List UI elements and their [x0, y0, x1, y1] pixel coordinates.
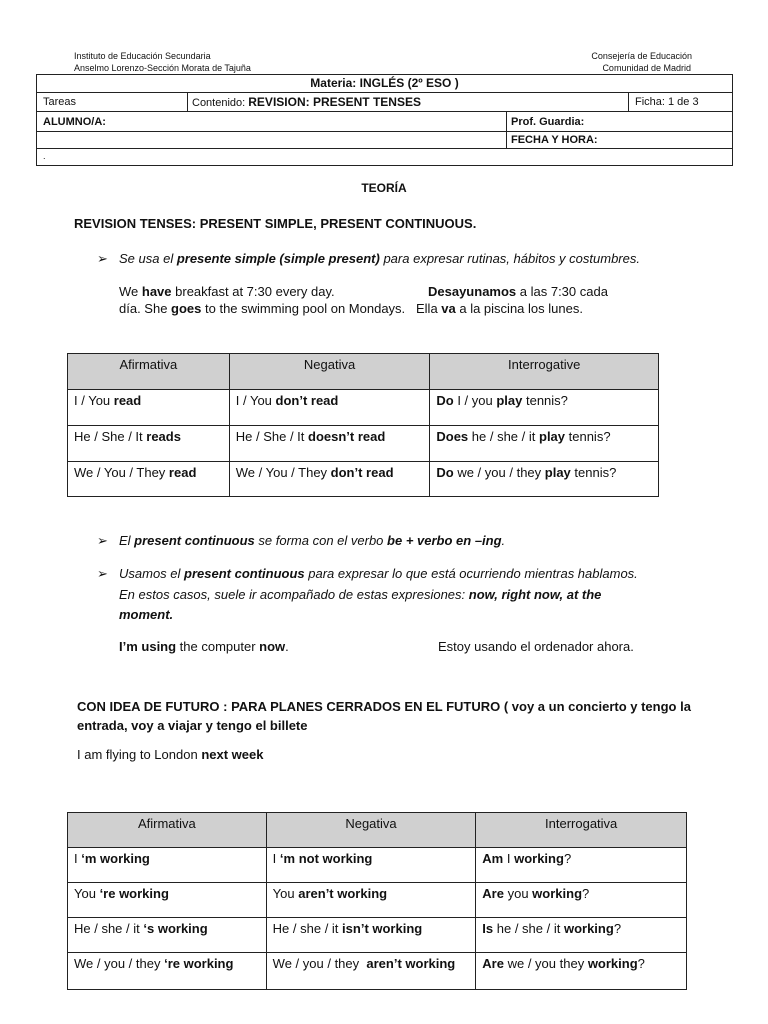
- cell-bold: working: [514, 851, 564, 866]
- arrow-bullet-icon: ➢: [97, 251, 108, 266]
- present-simple-table: [67, 353, 659, 497]
- t2-cell: [476, 918, 687, 953]
- t2-cell: [266, 883, 476, 918]
- student-field-label: ALUMNO/A:: [43, 116, 106, 128]
- section-title-present-tenses: REVISION TENSES: PRESENT SIMPLE, PRESENT CONTINUOUS.: [74, 216, 477, 231]
- cell-bold: ‘m working: [81, 851, 150, 866]
- cell-text: ?: [637, 956, 645, 971]
- t1-cell: [68, 462, 230, 497]
- cell-bold: isn’t working: [342, 921, 423, 936]
- subject-title: Materia: INGLÉS (2º ESO ): [310, 76, 459, 90]
- ex1-l2-e: a la piscina los lunes.: [455, 301, 583, 316]
- cell-text: you: [503, 886, 533, 901]
- t2-cell: [68, 918, 267, 953]
- ex1-text-a: We: [119, 284, 142, 299]
- teacher-field-label: Prof. Guardia:: [511, 116, 585, 128]
- t1-cell: [430, 426, 659, 462]
- present-continuous-usage-l2: [119, 585, 601, 605]
- cell-bold: don’t read: [275, 393, 339, 408]
- t1-cell: [229, 426, 430, 462]
- cell-bold: Is: [482, 921, 494, 936]
- empty-row-dot: .: [43, 151, 46, 161]
- school-line-2: Anselmo Lorenzo-Sección Morata de Tajuña: [74, 63, 251, 73]
- cell-text: I / You: [74, 393, 114, 408]
- worksheet-header-form: [36, 74, 733, 166]
- cell-text: he / she / it: [493, 921, 564, 936]
- bullet1-post: para expresar rutinas, hábitos y costumbres.: [379, 251, 640, 266]
- cell-text: I / you: [453, 393, 497, 408]
- ex1-verb-have: have: [141, 284, 172, 299]
- ex2-im-using: I’m using: [119, 639, 177, 654]
- t2-cell: [266, 953, 476, 990]
- future-ex-next-week: next week: [201, 747, 264, 762]
- t2-cell: [476, 953, 687, 990]
- t1-cell: [229, 390, 430, 426]
- example2-en: [119, 637, 289, 657]
- authority-name: [591, 50, 692, 74]
- b3-bold: present continuous: [184, 566, 305, 581]
- cell-text: I: [74, 851, 82, 866]
- content-cell: [192, 95, 421, 110]
- theory-heading: TEORÍA: [361, 181, 407, 195]
- table-row: [68, 953, 687, 990]
- b2-mid: se forma con el verbo: [254, 533, 388, 548]
- cell-bold: Am: [482, 851, 504, 866]
- cell-text: We / You / They: [74, 465, 169, 480]
- cell-bold: play: [496, 393, 523, 408]
- t2-cell: [476, 883, 687, 918]
- table-row: [68, 848, 687, 883]
- t2-cell: [68, 848, 267, 883]
- t1-cell: [68, 426, 230, 462]
- cell-text: He / She / It: [74, 429, 147, 444]
- ex1-verb-va: va: [441, 301, 456, 316]
- cell-bold: doesn’t read: [308, 429, 386, 444]
- date-time-field-label: FECHA Y HORA:: [511, 134, 598, 146]
- cell-text: tennis?: [570, 465, 617, 480]
- ex2-now: now: [259, 639, 286, 654]
- cell-bold: ‘s working: [143, 921, 208, 936]
- authority-line-2: Comunidad de Madrid: [602, 63, 691, 73]
- future-ex-a: I am flying to London: [77, 747, 202, 762]
- cell-text: I: [503, 851, 515, 866]
- arrow-bullet-icon: ➢: [97, 566, 108, 581]
- school-line-1: Instituto de Educación Secundaria: [74, 51, 211, 61]
- cell-bold: Does: [436, 429, 469, 444]
- t2-cell: [68, 883, 267, 918]
- cell-text: He / She / It: [235, 429, 309, 444]
- cell-bold: reads: [146, 429, 181, 444]
- cell-bold: working: [587, 956, 638, 971]
- cell-text: We / you / they: [272, 956, 367, 971]
- cell-bold: working: [532, 886, 583, 901]
- arrow-bullet-icon: ➢: [97, 533, 108, 548]
- future-title-line1: CON IDEA DE FUTURO : PARA PLANES CERRADOS EN EL FUTURO ( voy a un concierto y tengo la: [77, 699, 691, 714]
- t2-cell: [266, 848, 476, 883]
- cell-text: we / you they: [503, 956, 588, 971]
- future-example: [77, 745, 263, 765]
- t2-cell: [476, 848, 687, 883]
- table-row: [68, 883, 687, 918]
- authority-line-1: Consejería de Educación: [591, 51, 692, 61]
- bullet1-bold: presente simple (simple present): [176, 251, 380, 266]
- b3-l2-bold: now, right now, at the: [468, 587, 602, 602]
- cell-bold: read: [168, 465, 197, 480]
- cell-bold: play: [539, 429, 566, 444]
- cell-text: ?: [563, 851, 572, 866]
- cell-bold: Do: [436, 465, 454, 480]
- present-continuous-usage-l3: moment.: [119, 607, 174, 622]
- cell-text: You: [272, 886, 299, 901]
- t1-cell: [430, 390, 659, 426]
- cell-text: he / she / it: [468, 429, 539, 444]
- cell-text: We / you / they: [74, 956, 165, 971]
- sheet-number: Ficha: 1 de 3: [635, 96, 699, 108]
- content-value: REVISION: PRESENT TENSES: [248, 95, 421, 109]
- t1-cell: [229, 462, 430, 497]
- t2-header-interrogative: Interrogativa: [476, 813, 687, 848]
- ex1-text-e: a las 7:30 cada: [516, 284, 608, 299]
- content-label: Contenido:: [192, 97, 249, 109]
- b2-pre: El: [119, 533, 135, 548]
- present-continuous-table: [67, 812, 687, 990]
- cell-text: I: [272, 851, 280, 866]
- cell-bold: Are: [482, 886, 504, 901]
- table-row: [68, 462, 659, 497]
- present-continuous-usage-l1: [119, 564, 638, 584]
- future-title-line2: entrada, voy a viajar y tengo el billete: [77, 718, 308, 733]
- b3-pre: Usamos el: [119, 566, 185, 581]
- table-row: [68, 918, 687, 953]
- t2-cell: [266, 918, 476, 953]
- cell-text: tennis?: [522, 393, 568, 408]
- b2-bold2: be + verbo en –ing: [387, 533, 502, 548]
- cell-text: You: [74, 886, 100, 901]
- cell-bold: Do: [436, 393, 454, 408]
- t1-header-negative: Negativa: [229, 354, 430, 390]
- cell-bold: aren’t working: [366, 956, 456, 971]
- tasks-label: Tareas: [43, 96, 77, 108]
- cell-bold: Are: [482, 956, 504, 971]
- ex2-d: .: [285, 639, 289, 654]
- cell-text: He / she / it: [74, 921, 144, 936]
- cell-bold: play: [544, 465, 571, 480]
- cell-text: We / You / They: [235, 465, 331, 480]
- t2-header-affirmative: Afirmativa: [68, 813, 267, 848]
- t1-cell: [430, 462, 659, 497]
- b3-l2-pre: En estos casos, suele ir acompañado de estas expresiones:: [119, 587, 469, 602]
- example1-line2: [119, 299, 583, 319]
- ex1-verb-goes: goes: [171, 301, 202, 316]
- simple-present-usage: [119, 249, 640, 269]
- cell-bold: ‘re working: [99, 886, 169, 901]
- t1-header-affirmative: Afirmativa: [68, 354, 230, 390]
- ex2-b: the computer: [176, 639, 260, 654]
- b3-post: para expresar lo que está ocurriendo mientras hablamos.: [304, 566, 638, 581]
- cell-text: we / you / they: [453, 465, 545, 480]
- cell-bold: aren’t working: [298, 886, 388, 901]
- cell-text: I / You: [235, 393, 276, 408]
- ex1-verb-desayunamos: Desayunamos: [428, 284, 517, 299]
- cell-bold: don’t read: [330, 465, 394, 480]
- example2-es: Estoy usando el ordenador ahora.: [438, 639, 634, 654]
- cell-bold: working: [563, 921, 614, 936]
- t1-cell: [68, 390, 230, 426]
- ex1-text-c: breakfast at 7:30 every day.: [171, 284, 335, 299]
- table-row: [68, 426, 659, 462]
- cell-text: ?: [613, 921, 622, 936]
- cell-bold: ‘re working: [164, 956, 234, 971]
- cell-bold: read: [113, 393, 142, 408]
- cell-bold: ‘m not working: [279, 851, 373, 866]
- present-continuous-formation: [119, 531, 505, 551]
- b2-post: .: [501, 533, 506, 548]
- cell-text: ?: [582, 886, 590, 901]
- cell-text: He / she / it: [272, 921, 343, 936]
- ex1-l2-c: to the swimming pool on Mondays. Ella: [201, 301, 442, 316]
- school-name: [74, 50, 251, 74]
- table-row: [68, 390, 659, 426]
- b2-bold1: present continuous: [134, 533, 255, 548]
- t2-header-negative: Negativa: [266, 813, 476, 848]
- ex1-l2-a: día. She: [119, 301, 172, 316]
- cell-text: tennis?: [565, 429, 611, 444]
- bullet1-pre: Se usa el: [119, 251, 177, 266]
- t1-header-interrogative: Interrogative: [430, 354, 659, 390]
- t2-cell: [68, 953, 267, 990]
